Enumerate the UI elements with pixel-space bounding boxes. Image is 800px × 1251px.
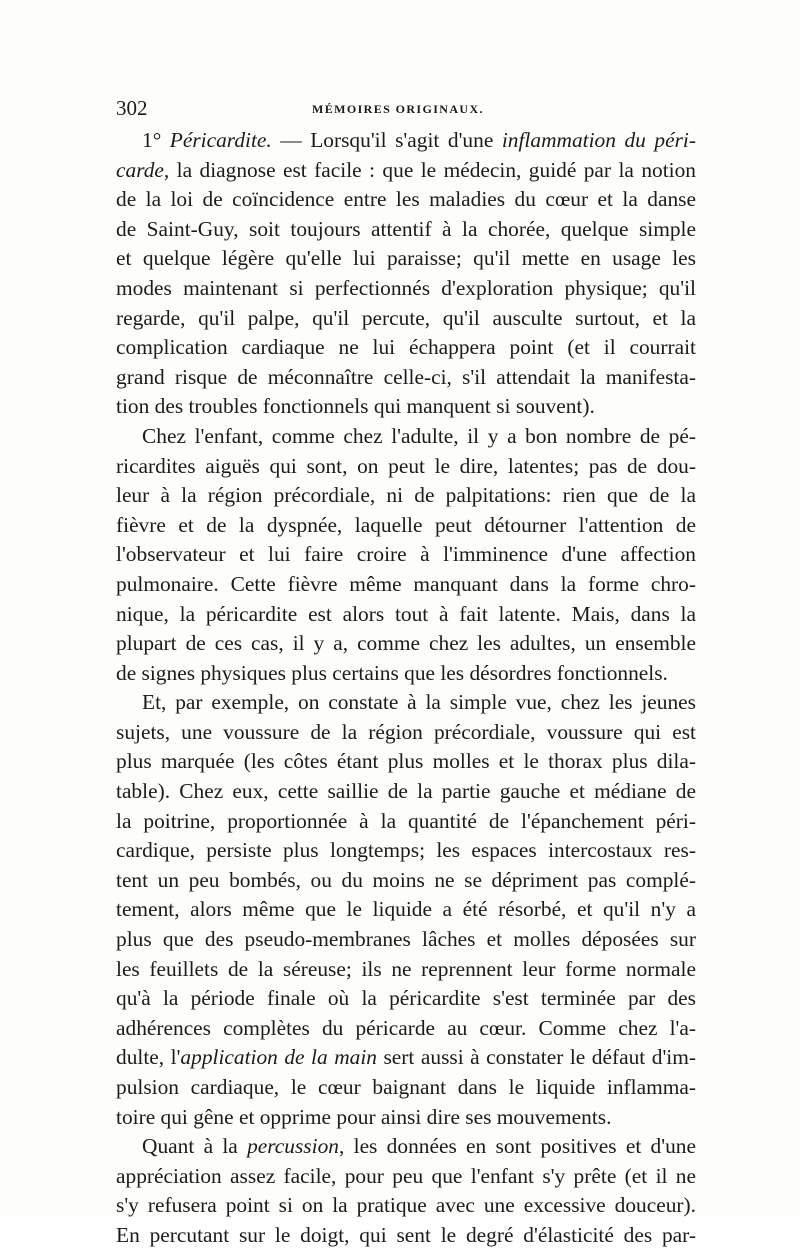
text-segment: 1° bbox=[142, 128, 170, 152]
text-line bbox=[116, 481, 696, 511]
text-line bbox=[116, 747, 696, 777]
text-line bbox=[116, 955, 696, 985]
text-segment: de la loi de coïncidence entre les maladies du cœur et la danse bbox=[116, 187, 696, 212]
text-segment: Et, par exemple, on constate à la simple vue, chez les jeunes bbox=[142, 690, 696, 715]
text-line bbox=[116, 244, 696, 274]
text-segment: la poitrine, proportionnée à la quantité de l'épanchement péri- bbox=[116, 808, 696, 833]
text-line bbox=[116, 333, 696, 363]
text-line bbox=[116, 126, 696, 156]
text-line bbox=[116, 925, 696, 955]
text-segment: fièvre et de la dyspnée, laquelle peut détourner l'attention de bbox=[116, 512, 696, 537]
text-line bbox=[116, 540, 696, 570]
text-line bbox=[116, 363, 696, 393]
text-segment: tion des troubles fonctionnels qui manquent si souvent). bbox=[116, 394, 595, 419]
text-segment: de signes physiques plus certains que les désordres fonctionnels. bbox=[116, 660, 668, 685]
text-line bbox=[116, 1103, 696, 1133]
text-segment: leur à la région précordiale, ni de palpitations: rien que de la bbox=[116, 483, 696, 508]
text-segment: plus marquée (les côtes étant plus molles et le thorax plus dila- bbox=[116, 749, 696, 774]
text-segment: ricardites aiguës qui sont, on peut le dire, latentes; pas de dou- bbox=[116, 453, 696, 478]
text-segment: En percutant sur le doigt, qui sent le degré d'élasticité des par- bbox=[116, 1222, 696, 1247]
text-segment: les feuillets de la séreuse; ils ne reprennent leur forme normale bbox=[116, 956, 696, 981]
text-segment: complication cardiaque ne lui échappera point (et il courrait bbox=[116, 335, 696, 360]
text-segment: grand risque de méconnaître celle-ci, s'il attendait la manifesta- bbox=[116, 364, 696, 389]
text-line bbox=[116, 274, 696, 304]
body-text bbox=[116, 126, 696, 1251]
text-line bbox=[116, 600, 696, 630]
text-segment: modes maintenant si perfectionnés d'exploration physique; qu'il bbox=[116, 275, 696, 300]
text-line bbox=[116, 688, 696, 718]
text-segment: sujets, une voussure de la région précordiale, voussure qui est bbox=[116, 719, 696, 744]
text-line bbox=[116, 392, 696, 422]
text-line bbox=[116, 836, 696, 866]
text-line bbox=[116, 1043, 696, 1073]
text-segment: , les données en sont positives et d'une bbox=[338, 1134, 696, 1159]
text-line bbox=[116, 895, 696, 925]
text-segment: Quant à la bbox=[142, 1134, 248, 1159]
text-line bbox=[116, 1221, 696, 1251]
text-segment: pulmonaire. Cette fièvre même manquant dans la forme chro- bbox=[116, 571, 696, 596]
text-segment: table). Chez eux, cette saillie de la partie gauche et médiane de bbox=[116, 779, 696, 804]
text-line bbox=[116, 807, 696, 837]
text-segment: tement, alors même que le liquide a été résorbé, et qu'il n'y a bbox=[116, 897, 696, 922]
text-line bbox=[116, 777, 696, 807]
text-line bbox=[116, 659, 696, 689]
text-line bbox=[116, 215, 696, 245]
text-line bbox=[116, 1132, 696, 1162]
running-head: MÉMOIRES ORIGINAUX. bbox=[312, 102, 484, 116]
text-line bbox=[116, 1191, 696, 1221]
page-header bbox=[116, 96, 696, 124]
text-line bbox=[116, 1162, 696, 1192]
text-line bbox=[116, 452, 696, 482]
text-segment: regarde, qu'il palpe, qu'il percute, qu'il ausculte surtout, et la bbox=[116, 305, 696, 330]
text-line bbox=[116, 570, 696, 600]
text-segment: plus que des pseudo-membranes lâches et molles déposées sur bbox=[116, 927, 696, 952]
text-segment: — Lorsqu'il s'agit d'une bbox=[271, 128, 502, 152]
page-number: 302 bbox=[116, 96, 148, 120]
text-segment: et quelque légère qu'elle lui paraisse; qu'il mette en usage les bbox=[116, 246, 696, 271]
text-segment: adhérences complètes du péricarde au cœur. Comme chez l'a- bbox=[116, 1015, 696, 1040]
italic-text-segment: percussion bbox=[247, 1134, 339, 1159]
text-line bbox=[116, 866, 696, 896]
text-segment: s'y refusera point si on la pratique avec une excessive douceur). bbox=[116, 1193, 696, 1218]
text-segment: qu'à la période finale où la péricardite s'est terminée par des bbox=[116, 986, 696, 1011]
text-line bbox=[116, 984, 696, 1014]
text-segment: Chez l'enfant, comme chez l'adulte, il y a bon nombre de pé- bbox=[142, 423, 696, 448]
italic-text-segment: application de la main bbox=[180, 1045, 377, 1070]
text-line bbox=[116, 185, 696, 215]
text-line bbox=[116, 1073, 696, 1103]
italic-text-segment: inflammation du péri- bbox=[501, 128, 696, 152]
text-segment: pulsion cardiaque, le cœur baignant dans le liquide inflamma- bbox=[116, 1075, 696, 1099]
italic-text-segment: Péricardite. bbox=[169, 128, 272, 152]
text-line bbox=[116, 156, 696, 186]
text-segment: l'observateur et lui faire croire à l'imminence d'une affection bbox=[116, 542, 696, 567]
text-line bbox=[116, 304, 696, 334]
italic-text-segment: carde, bbox=[116, 157, 170, 182]
text-segment: plupart de ces cas, il y a, comme chez les adultes, un ensemble bbox=[116, 631, 696, 656]
text-segment: dulte, l' bbox=[116, 1045, 181, 1070]
text-segment: la diagnose est facile : que le médecin, guidé par la notion bbox=[169, 157, 696, 182]
text-line bbox=[116, 422, 696, 452]
text-line bbox=[116, 511, 696, 541]
text-segment: de Saint-Guy, soit toujours attentif à la chorée, quelque simple bbox=[116, 216, 696, 241]
text-segment: cardique, persiste plus longtemps; les espaces intercostaux res- bbox=[116, 838, 696, 863]
text-line bbox=[116, 629, 696, 659]
text-segment: nique, la péricardite est alors tout à fait latente. Mais, dans la bbox=[116, 601, 696, 626]
text-line bbox=[116, 718, 696, 748]
text-segment: tent un peu bombés, ou du moins ne se dépriment pas complé- bbox=[116, 867, 696, 892]
text-segment: sert aussi à constater le défaut d'im- bbox=[376, 1045, 697, 1070]
text-segment: toire qui gêne et opprime pour ainsi dire ses mouvements. bbox=[116, 1104, 612, 1129]
text-line bbox=[116, 1014, 696, 1044]
text-segment: appréciation assez facile, pour peu que l'enfant s'y prête (et il ne bbox=[116, 1163, 696, 1188]
